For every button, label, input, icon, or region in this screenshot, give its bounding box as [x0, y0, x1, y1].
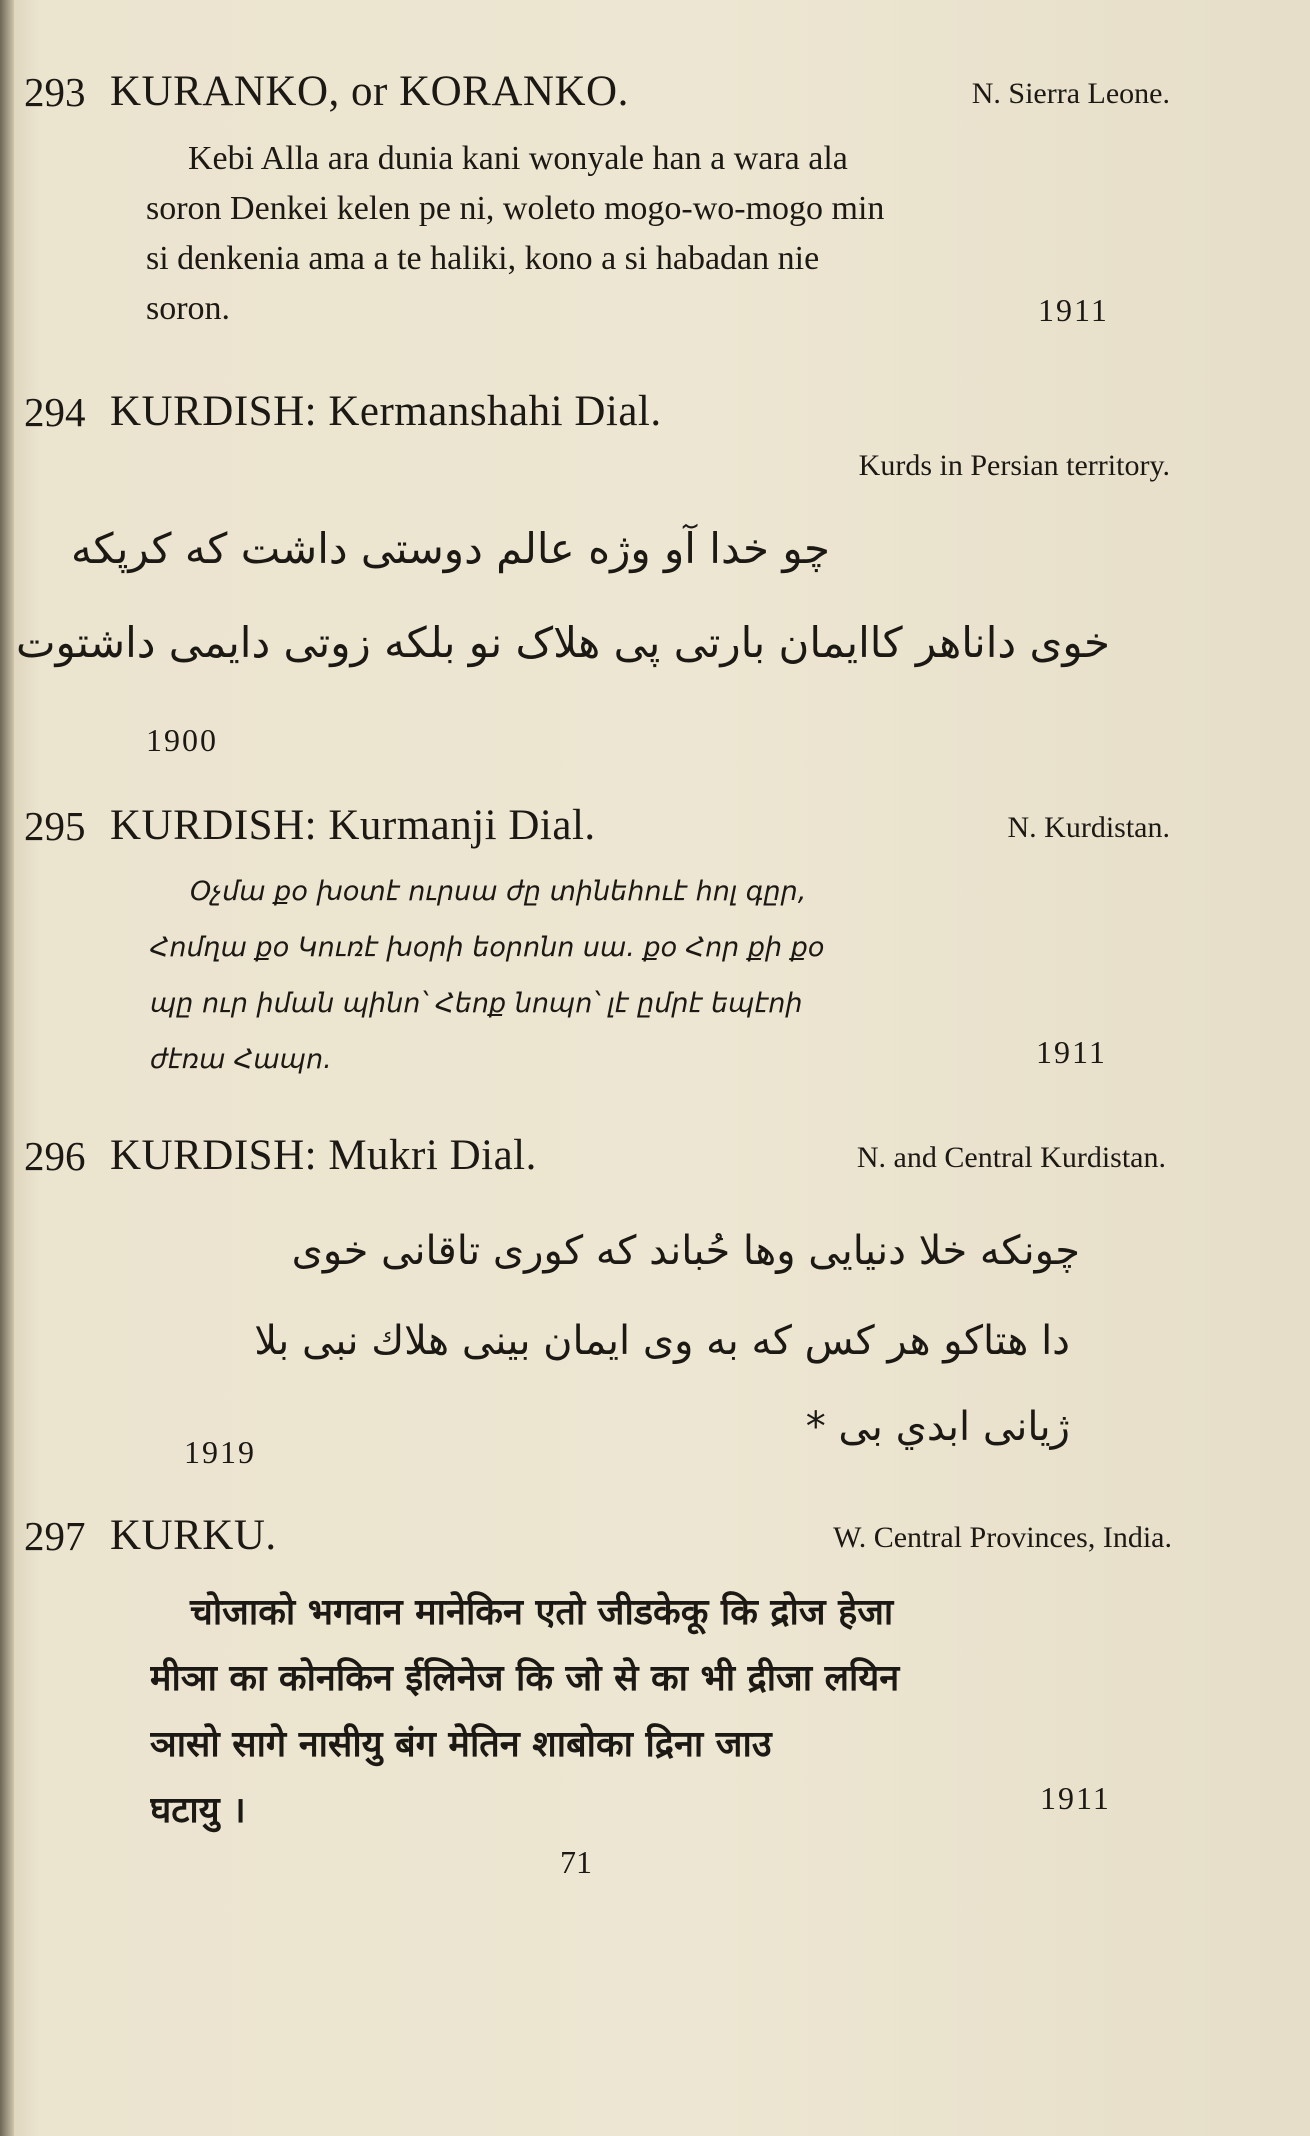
- language-name: KURANKO, or KORANKO.: [110, 68, 629, 115]
- language-name: KURDISH: Kurmanji Dial.: [110, 802, 596, 849]
- language-region: N. and Central Kurdistan.: [856, 1141, 1166, 1174]
- text-line: घटायु ।: [150, 1790, 246, 1831]
- entry-heading: [0, 1128, 1310, 1184]
- arabic-script-line: چو خدا آو وژه عالم دوستی داشت که کرپکه: [70, 524, 830, 573]
- entry-heading: [0, 1508, 1310, 1564]
- entry-number: 295: [24, 803, 86, 849]
- entry-number: 293: [24, 69, 86, 115]
- entry-year: 1919: [184, 1434, 256, 1470]
- language-region: N. Sierra Leone.: [971, 77, 1170, 110]
- language-name: KURDISH: Mukri Dial.: [110, 1132, 537, 1179]
- binding-shadow: [0, 0, 14, 2136]
- language-region: W. Central Provinces, India.: [833, 1521, 1172, 1554]
- text-line: si denkenia ama a te haliki, kono a si habadan nie: [146, 240, 820, 277]
- scripture-text: [150, 864, 1140, 1088]
- scripture-text: [146, 134, 1146, 334]
- entry-heading: [0, 64, 1310, 120]
- entry-number: 294: [24, 389, 86, 435]
- entry-year: 1911: [1038, 292, 1109, 328]
- text-line: ञासो सागे नासीयु बंग मेतिन शाबोका द्रिना जाउ: [150, 1724, 772, 1765]
- language-region: N. Kurdistan.: [1007, 811, 1170, 844]
- text-line: ժէռա Հապո.: [150, 1044, 332, 1075]
- text-line: Kebi Alla ara dunia kani wonyale han a wara ala: [188, 140, 848, 177]
- text-line: Հոմղա քօ Կուռէ խօրի եօրոնո սա. քօ Հոր քի քօ: [150, 932, 825, 963]
- text-line: Օչմա քօ խօտէ ուրսա ժը տինեհուէ հոլ գըր,: [190, 876, 807, 907]
- scripture-text: [150, 1580, 1140, 1844]
- entry-heading: [0, 384, 1310, 482]
- language-name: KURDISH: Kermanshahi Dial.: [110, 388, 662, 435]
- language-region: Kurds in Persian territory.: [858, 449, 1170, 482]
- arabic-script-line: ژیانی ابدي بی *: [805, 1404, 1070, 1450]
- arabic-script-line: خوی داناهر کاایمان بارتی پی هلاک نو بلکه زوتی دایمی داشتوت: [15, 618, 1110, 667]
- text-line: soron.: [146, 290, 231, 327]
- text-line: चोजाको भगवान मानेकिन एतो जीडकेकू कि द्रोज हेजा: [190, 1592, 894, 1633]
- text-line: मीञा का कोनकिन ईलिनेज कि जो से का भी द्रीजा लयिन: [150, 1658, 900, 1699]
- entry-number: 297: [24, 1513, 86, 1559]
- text-line: soron Denkei kelen pe ni, woleto mogo-wo-mogo min: [146, 190, 885, 227]
- entry-year: 1911: [1040, 1780, 1111, 1816]
- text-line: պը ուր իման պինո՝ Հեոք նոպո՝ լէ ըմրէ եպէոի: [150, 988, 803, 1019]
- page-number: 71: [560, 1844, 592, 1880]
- entry-year: 1900: [146, 722, 218, 758]
- entry-number: 296: [24, 1133, 86, 1179]
- arabic-script-line: چونکه خلا دنیایی وها حُباند که کوری تاقانی خوی: [291, 1228, 1080, 1274]
- entry-year: 1911: [1036, 1034, 1107, 1070]
- arabic-script-line: دا هتاکو هر کس که به وی ایمان بینی هلاك نبی بلا: [254, 1318, 1070, 1364]
- language-name: KURKU.: [110, 1512, 277, 1559]
- entry-heading: [0, 798, 1310, 854]
